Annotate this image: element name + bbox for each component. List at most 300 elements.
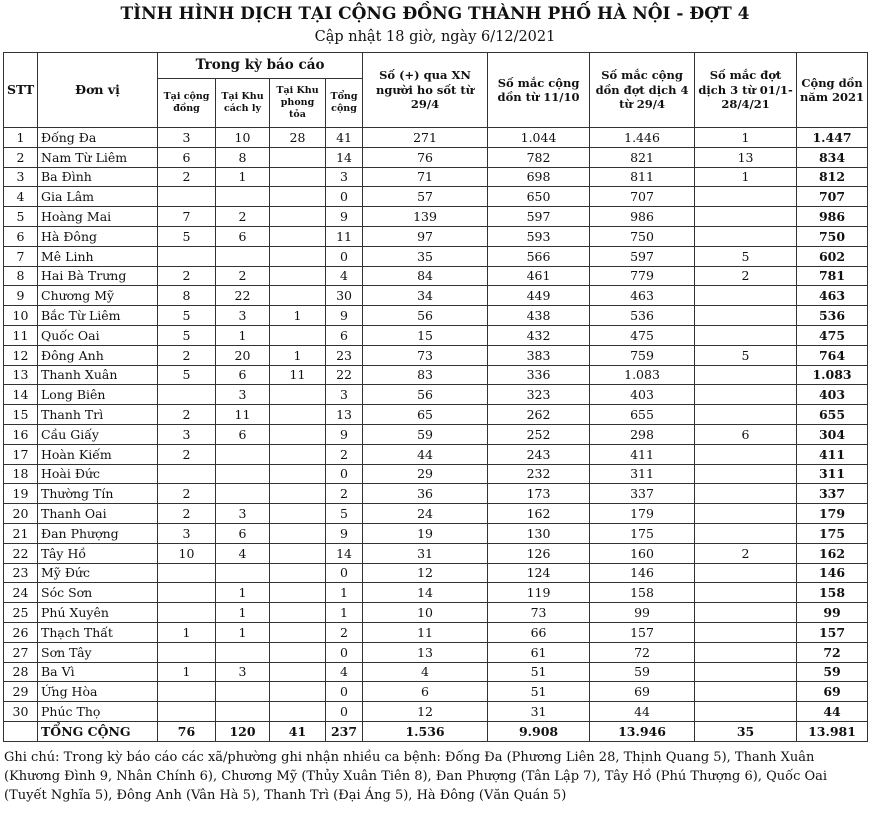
cell-stt: 24 (4, 583, 38, 603)
cell-since-1110: 782 (488, 147, 590, 167)
cell-community: 3 (158, 424, 216, 444)
cell-year: 1.083 (797, 365, 868, 385)
cell-lockdown (270, 662, 326, 682)
cell-tested: 73 (363, 345, 488, 365)
header-total: Tổng cộng (326, 79, 363, 128)
cell-total: 2 (326, 484, 363, 504)
cell-year: 179 (797, 504, 868, 524)
cell-tested: 35 (363, 246, 488, 266)
cell-wave4: 99 (590, 603, 695, 623)
cell-tested: 71 (363, 167, 488, 187)
cell-wave4: 298 (590, 424, 695, 444)
cell-community: 8 (158, 286, 216, 306)
cell-wave3 (695, 504, 797, 524)
cell-unit: Quốc Oai (38, 325, 158, 345)
cell-year: 403 (797, 385, 868, 405)
cell-tested: 11 (363, 622, 488, 642)
cell-quarantine: 20 (216, 345, 270, 365)
cell-community: 2 (158, 504, 216, 524)
cell-community: 10 (158, 543, 216, 563)
cell-stt: 11 (4, 325, 38, 345)
cell-stt: 1 (4, 128, 38, 148)
cell-quarantine (216, 642, 270, 662)
cell-wave3 (695, 286, 797, 306)
cell-total: 3 (326, 167, 363, 187)
table-row (4, 464, 868, 484)
table-row (4, 543, 868, 563)
cell-wave4: 160 (590, 543, 695, 563)
cell-unit: Bắc Từ Liêm (38, 306, 158, 326)
cell-wave3 (695, 484, 797, 504)
table-row (4, 563, 868, 583)
header-period: Trong kỳ báo cáo (158, 53, 363, 79)
cell-wave3 (695, 603, 797, 623)
cell-unit: Đông Anh (38, 345, 158, 365)
cell-since-1110: 252 (488, 424, 590, 444)
cell-wave4: 72 (590, 642, 695, 662)
cell-lockdown (270, 583, 326, 603)
cell-stt: 3 (4, 167, 38, 187)
cell-total: 4 (326, 266, 363, 286)
cell-community (158, 603, 216, 623)
cell-lockdown (270, 682, 326, 702)
cell-wave4: 311 (590, 464, 695, 484)
cell-unit: Hoài Đức (38, 464, 158, 484)
cell-community: 2 (158, 405, 216, 425)
cell-lockdown (270, 642, 326, 662)
cell-community: 1 (158, 662, 216, 682)
cell-community: 5 (158, 365, 216, 385)
cell-year: 1.447 (797, 128, 868, 148)
totals-label: TỔNG CỘNG (38, 721, 158, 741)
cell-lockdown (270, 325, 326, 345)
header-community: Tại cộng đồng (158, 79, 216, 128)
cell-total: 11 (326, 226, 363, 246)
cell-since-1110: 461 (488, 266, 590, 286)
cell-year: 311 (797, 464, 868, 484)
cell-year: 986 (797, 207, 868, 227)
cell-year: 764 (797, 345, 868, 365)
cell-unit: Gia Lâm (38, 187, 158, 207)
cell-since-1110: 162 (488, 504, 590, 524)
cell-stt: 30 (4, 702, 38, 722)
cell-since-1110: 173 (488, 484, 590, 504)
cell-since-1110: 61 (488, 642, 590, 662)
cell-since-1110: 51 (488, 662, 590, 682)
cell-unit: Chương Mỹ (38, 286, 158, 306)
cell-wave3 (695, 464, 797, 484)
cell-quarantine: 1 (216, 325, 270, 345)
cell-quarantine: 10 (216, 128, 270, 148)
cell-wave4: 337 (590, 484, 695, 504)
cell-wave4: 811 (590, 167, 695, 187)
cell-stt: 18 (4, 464, 38, 484)
cell-wave3 (695, 207, 797, 227)
cell-since-1110: 243 (488, 444, 590, 464)
cell-quarantine: 3 (216, 504, 270, 524)
cell-since-1110: 119 (488, 583, 590, 603)
cell-community: 2 (158, 266, 216, 286)
cell-since-1110: 130 (488, 523, 590, 543)
cell-community (158, 702, 216, 722)
table-row (4, 128, 868, 148)
table-row (4, 484, 868, 504)
cell-unit: Thạch Thất (38, 622, 158, 642)
cell-tested: 139 (363, 207, 488, 227)
cell-quarantine: 2 (216, 266, 270, 286)
cell-year: 69 (797, 682, 868, 702)
cell-wave3 (695, 523, 797, 543)
cell-quarantine (216, 187, 270, 207)
cell-wave4: 821 (590, 147, 695, 167)
cell-quarantine (216, 702, 270, 722)
table-row (4, 405, 868, 425)
cell-stt: 2 (4, 147, 38, 167)
totals-total: 237 (326, 721, 363, 741)
cell-wave3 (695, 662, 797, 682)
cell-since-1110: 232 (488, 464, 590, 484)
cell-since-1110: 383 (488, 345, 590, 365)
cell-year: 162 (797, 543, 868, 563)
cell-community (158, 642, 216, 662)
table-row (4, 187, 868, 207)
cell-wave4: 655 (590, 405, 695, 425)
cell-since-1110: 432 (488, 325, 590, 345)
cell-community: 5 (158, 226, 216, 246)
cell-unit: Hoàn Kiếm (38, 444, 158, 464)
cell-total: 9 (326, 424, 363, 444)
cell-stt: 20 (4, 504, 38, 524)
table-row (4, 167, 868, 187)
cell-unit: Ba Đình (38, 167, 158, 187)
cell-wave4: 779 (590, 266, 695, 286)
cell-lockdown: 1 (270, 345, 326, 365)
report-document (2, 0, 868, 805)
cell-total: 2 (326, 444, 363, 464)
header-year: Cộng dồn năm 2021 (797, 53, 868, 128)
cell-lockdown (270, 246, 326, 266)
table-row (4, 583, 868, 603)
cell-quarantine (216, 464, 270, 484)
cell-stt: 13 (4, 365, 38, 385)
cell-community (158, 583, 216, 603)
footnote: Ghi chú: Trong kỳ báo cáo các xã/phường ghi nhận nhiều ca bệnh: Đống Đa (Phương Liên 28, Thịnh Quang 5), Thanh Xuân (Khương Đình 9, Nhân Chính 6), Chương Mỹ (Thủy Xuân Tiên 8), Đan Phượng (Tân Lập 7), Tây Hồ (Phú Thượng 6), Quốc Oai (Tuyết Nghĩa 5), Đông Anh (Vân Hà 5), Thanh Trì (Đại Áng 5), Hà Đông (Văn Quán 5) (4, 749, 828, 803)
cell-year: 158 (797, 583, 868, 603)
cell-lockdown (270, 622, 326, 642)
cell-since-1110: 438 (488, 306, 590, 326)
table-row (4, 286, 868, 306)
table-row (4, 345, 868, 365)
cell-wave4: 403 (590, 385, 695, 405)
cell-community: 2 (158, 444, 216, 464)
cell-tested: 19 (363, 523, 488, 543)
cell-year: 812 (797, 167, 868, 187)
cell-stt: 12 (4, 345, 38, 365)
cell-unit: Phú Xuyên (38, 603, 158, 623)
cell-lockdown: 11 (270, 365, 326, 385)
table-row (4, 603, 868, 623)
cell-stt: 14 (4, 385, 38, 405)
cell-lockdown (270, 484, 326, 504)
cell-tested: 44 (363, 444, 488, 464)
cell-stt: 22 (4, 543, 38, 563)
cell-tested: 84 (363, 266, 488, 286)
cell-since-1110: 597 (488, 207, 590, 227)
cell-quarantine: 6 (216, 424, 270, 444)
cell-stt: 25 (4, 603, 38, 623)
cell-quarantine: 11 (216, 405, 270, 425)
cell-lockdown (270, 266, 326, 286)
cell-wave3 (695, 563, 797, 583)
cell-unit: Thanh Oai (38, 504, 158, 524)
totals-wave3: 35 (695, 721, 797, 741)
table-row (4, 504, 868, 524)
totals-tested: 1.536 (363, 721, 488, 741)
cell-total: 1 (326, 583, 363, 603)
cell-unit: Nam Từ Liêm (38, 147, 158, 167)
cell-year: 411 (797, 444, 868, 464)
cell-community: 2 (158, 167, 216, 187)
cell-wave3 (695, 405, 797, 425)
cell-community (158, 563, 216, 583)
cell-tested: 12 (363, 702, 488, 722)
cell-quarantine: 6 (216, 523, 270, 543)
cell-total: 22 (326, 365, 363, 385)
cell-community: 2 (158, 345, 216, 365)
header-stt: STT (4, 53, 38, 128)
cell-community (158, 246, 216, 266)
cell-total: 5 (326, 504, 363, 524)
cell-wave4: 986 (590, 207, 695, 227)
cell-tested: 271 (363, 128, 488, 148)
cell-tested: 56 (363, 306, 488, 326)
cell-wave4: 179 (590, 504, 695, 524)
cell-total: 3 (326, 385, 363, 405)
cell-total: 2 (326, 622, 363, 642)
cell-wave3: 13 (695, 147, 797, 167)
cell-total: 41 (326, 128, 363, 148)
cell-wave4: 707 (590, 187, 695, 207)
cell-year: 536 (797, 306, 868, 326)
cell-lockdown (270, 563, 326, 583)
cell-unit: Thường Tín (38, 484, 158, 504)
cell-year: 834 (797, 147, 868, 167)
cell-quarantine: 6 (216, 365, 270, 385)
cell-stt: 27 (4, 642, 38, 662)
cell-wave3 (695, 682, 797, 702)
cell-community: 5 (158, 325, 216, 345)
header-wave3: Số mắc đợt dịch 3 từ 01/1-28/4/21 (695, 53, 797, 128)
cell-community: 1 (158, 622, 216, 642)
cell-year: 99 (797, 603, 868, 623)
cell-lockdown (270, 464, 326, 484)
cell-wave4: 759 (590, 345, 695, 365)
cell-wave4: 146 (590, 563, 695, 583)
table-body (4, 128, 868, 722)
cell-wave4: 750 (590, 226, 695, 246)
cell-stt: 4 (4, 187, 38, 207)
cell-tested: 59 (363, 424, 488, 444)
table-row (4, 226, 868, 246)
cell-stt: 28 (4, 662, 38, 682)
cell-since-1110: 698 (488, 167, 590, 187)
cell-unit: Đan Phượng (38, 523, 158, 543)
cell-wave4: 69 (590, 682, 695, 702)
cell-tested: 36 (363, 484, 488, 504)
cell-wave3: 6 (695, 424, 797, 444)
cell-unit: Tây Hồ (38, 543, 158, 563)
cell-tested: 12 (363, 563, 488, 583)
cell-since-1110: 31 (488, 702, 590, 722)
cell-year: 59 (797, 662, 868, 682)
cell-stt: 5 (4, 207, 38, 227)
cell-total: 14 (326, 543, 363, 563)
cell-total: 1 (326, 603, 363, 623)
cell-wave4: 175 (590, 523, 695, 543)
cell-total: 0 (326, 187, 363, 207)
cell-wave3 (695, 444, 797, 464)
cell-since-1110: 650 (488, 187, 590, 207)
header-quarantine: Tại Khu cách ly (216, 79, 270, 128)
totals-community: 76 (158, 721, 216, 741)
cell-since-1110: 124 (488, 563, 590, 583)
cell-tested: 76 (363, 147, 488, 167)
cell-stt: 21 (4, 523, 38, 543)
cell-stt: 7 (4, 246, 38, 266)
cell-lockdown (270, 702, 326, 722)
cell-year: 337 (797, 484, 868, 504)
totals-wave4: 13.946 (590, 721, 695, 741)
cell-unit: Hai Bà Trưng (38, 266, 158, 286)
cell-tested: 15 (363, 325, 488, 345)
cell-wave4: 44 (590, 702, 695, 722)
cell-total: 0 (326, 642, 363, 662)
cell-since-1110: 262 (488, 405, 590, 425)
cell-unit: Thanh Trì (38, 405, 158, 425)
cell-stt: 15 (4, 405, 38, 425)
cell-tested: 10 (363, 603, 488, 623)
totals-year: 13.981 (797, 721, 868, 741)
table-row (4, 306, 868, 326)
table-row (4, 385, 868, 405)
cell-wave4: 158 (590, 583, 695, 603)
table-row (4, 682, 868, 702)
totals-row (4, 721, 868, 741)
table-row (4, 622, 868, 642)
cell-quarantine (216, 682, 270, 702)
cell-total: 13 (326, 405, 363, 425)
cell-total: 9 (326, 523, 363, 543)
cell-stt: 8 (4, 266, 38, 286)
cell-wave3: 2 (695, 266, 797, 286)
cell-wave3 (695, 702, 797, 722)
header-lockdown: Tại Khu phong tỏa (270, 79, 326, 128)
cell-tested: 31 (363, 543, 488, 563)
cell-since-1110: 1.044 (488, 128, 590, 148)
page-title: TÌNH HÌNH DỊCH TẠI CỘNG ĐỒNG THÀNH PHỐ HÀ NỘI - ĐỢT 4 (120, 4, 750, 24)
cell-unit: Sơn Tây (38, 642, 158, 662)
cell-quarantine: 4 (216, 543, 270, 563)
cell-tested: 34 (363, 286, 488, 306)
cell-quarantine (216, 444, 270, 464)
cell-total: 0 (326, 246, 363, 266)
cell-since-1110: 66 (488, 622, 590, 642)
cell-unit: Phúc Thọ (38, 702, 158, 722)
cell-quarantine: 22 (216, 286, 270, 306)
cell-community: 2 (158, 484, 216, 504)
cell-wave3 (695, 365, 797, 385)
cell-unit: Mỹ Đức (38, 563, 158, 583)
cell-since-1110: 51 (488, 682, 590, 702)
cell-lockdown (270, 385, 326, 405)
cell-wave3 (695, 385, 797, 405)
cell-quarantine: 2 (216, 207, 270, 227)
cell-wave4: 1.083 (590, 365, 695, 385)
cell-tested: 29 (363, 464, 488, 484)
cell-stt: 16 (4, 424, 38, 444)
cell-total: 14 (326, 147, 363, 167)
cell-community (158, 385, 216, 405)
cell-wave3 (695, 226, 797, 246)
cell-since-1110: 593 (488, 226, 590, 246)
table-row (4, 266, 868, 286)
cell-stt: 9 (4, 286, 38, 306)
cell-quarantine: 3 (216, 306, 270, 326)
table-row (4, 325, 868, 345)
cell-wave3: 1 (695, 128, 797, 148)
cell-lockdown (270, 424, 326, 444)
cell-community: 6 (158, 147, 216, 167)
cell-unit: Sóc Sơn (38, 583, 158, 603)
cell-unit: Cầu Giấy (38, 424, 158, 444)
cell-wave3: 5 (695, 345, 797, 365)
cell-wave4: 475 (590, 325, 695, 345)
table-row (4, 207, 868, 227)
cell-wave4: 1.446 (590, 128, 695, 148)
cell-quarantine: 8 (216, 147, 270, 167)
cell-quarantine: 1 (216, 622, 270, 642)
cell-community (158, 187, 216, 207)
table-row (4, 702, 868, 722)
cell-total: 23 (326, 345, 363, 365)
cell-total: 9 (326, 306, 363, 326)
cell-quarantine (216, 563, 270, 583)
cell-wave3: 5 (695, 246, 797, 266)
cell-wave3 (695, 622, 797, 642)
cell-wave4: 59 (590, 662, 695, 682)
cell-total: 4 (326, 662, 363, 682)
cell-lockdown (270, 444, 326, 464)
table-row (4, 424, 868, 444)
cell-unit: Thanh Xuân (38, 365, 158, 385)
totals-since-1110: 9.908 (488, 721, 590, 741)
cell-tested: 83 (363, 365, 488, 385)
cell-since-1110: 323 (488, 385, 590, 405)
covid-table (3, 52, 868, 742)
cell-total: 30 (326, 286, 363, 306)
cell-year: 707 (797, 187, 868, 207)
totals-quarantine: 120 (216, 721, 270, 741)
cell-year: 655 (797, 405, 868, 425)
cell-lockdown (270, 167, 326, 187)
cell-stt: 19 (4, 484, 38, 504)
table-row (4, 523, 868, 543)
cell-lockdown (270, 207, 326, 227)
cell-wave3 (695, 583, 797, 603)
totals-stt (4, 721, 38, 741)
cell-unit: Long Biên (38, 385, 158, 405)
cell-community: 3 (158, 523, 216, 543)
